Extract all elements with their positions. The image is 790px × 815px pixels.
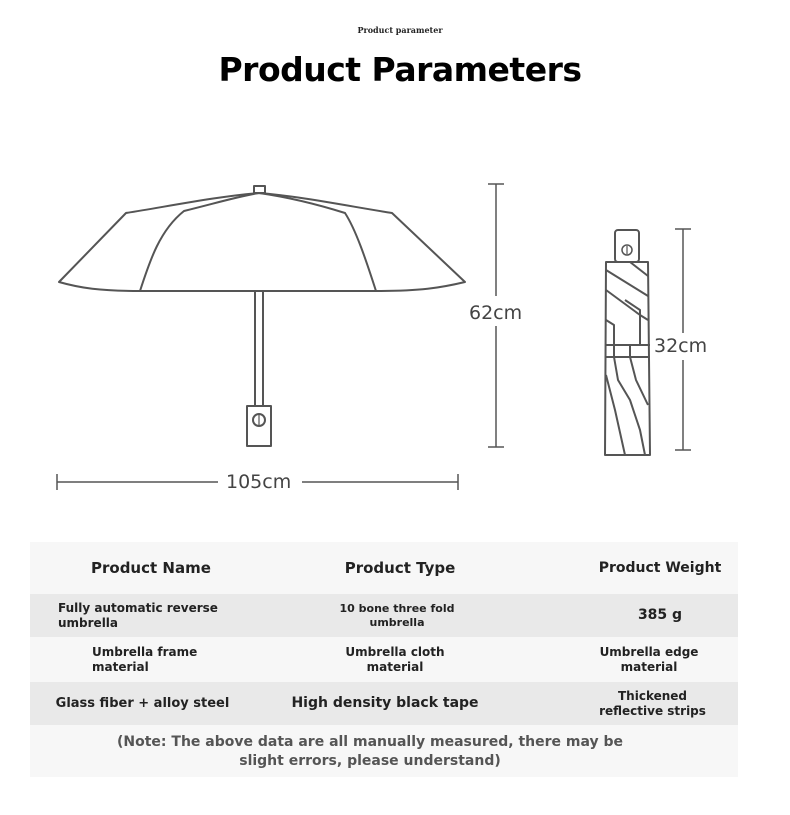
cloth-material-label: Umbrella cloth material [345, 644, 445, 674]
folded-umbrella-illustration [605, 230, 650, 455]
frame-material-label: Umbrella frame material [92, 644, 198, 674]
product-weight-value: 385 g [637, 607, 683, 623]
page-title: Product Parameters [218, 50, 582, 89]
table-row [30, 682, 738, 725]
product-type-value: 10 bone three fold umbrella [339, 601, 455, 629]
note-row [30, 725, 738, 777]
folded-length-label: 32cm [654, 335, 708, 357]
measurement-note: (Note: The above data are all manually measured, there may be slight errors, please understand) [117, 734, 623, 769]
folded-body [605, 262, 650, 455]
edge-material-value: Thickened reflective strips [599, 688, 706, 718]
height-label: 62cm [469, 302, 523, 324]
header-product-weight: Product Weight [598, 559, 722, 576]
umbrella-tip [254, 186, 265, 193]
frame-material-value: Glass fiber + alloy steel [55, 696, 230, 711]
open-umbrella-illustration [59, 186, 465, 446]
canopy-outline [59, 193, 465, 291]
product-name-value: Fully automatic reverse umbrella [58, 600, 218, 630]
folded-strap [614, 345, 630, 357]
cloth-material-value: High density black tape [291, 695, 479, 711]
width-label: 105cm [226, 471, 292, 493]
table-header-row [30, 542, 738, 594]
header-product-name: Product Name [91, 558, 211, 577]
small-title: Product parameter [357, 25, 443, 35]
edge-material-label: Umbrella edge material [599, 644, 699, 674]
table-row [30, 594, 738, 637]
header-product-type: Product Type [344, 558, 456, 577]
table-row [30, 637, 738, 682]
parameter-table [30, 542, 738, 777]
